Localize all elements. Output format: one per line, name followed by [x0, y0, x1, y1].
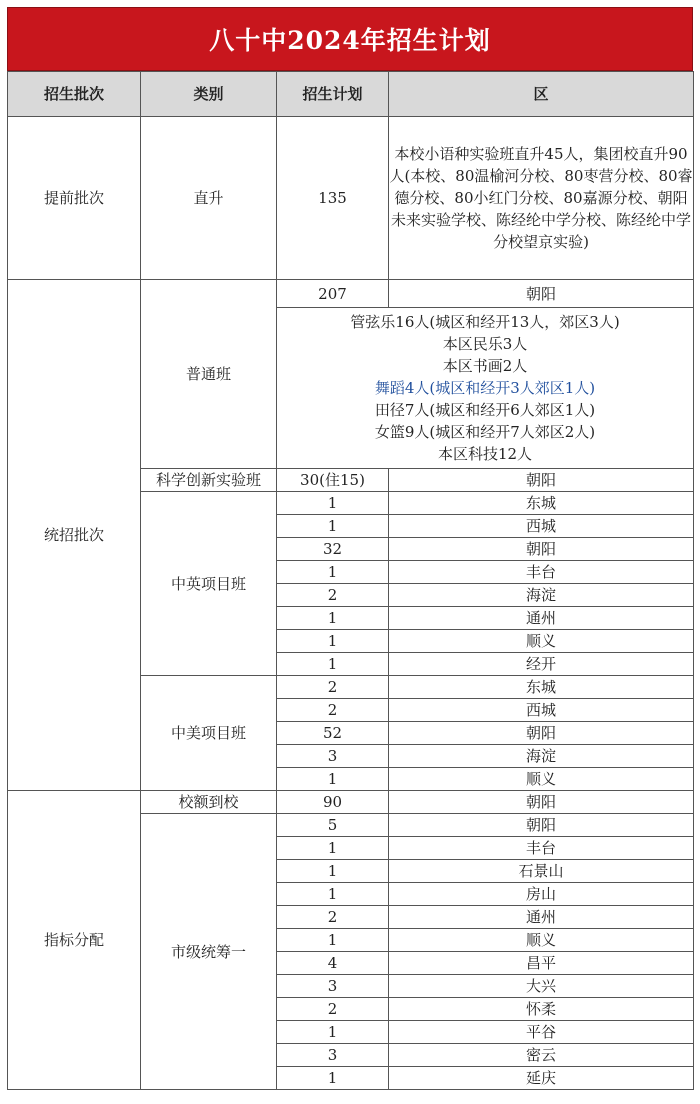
plan-cell: 3 [277, 1044, 389, 1067]
district-cell: 西城 [389, 515, 694, 538]
district-cell: 延庆 [389, 1067, 694, 1090]
district-cell: 朝阳 [389, 722, 694, 745]
note-line: 女篮9人(城区和经开7人郊区2人) [374, 423, 596, 441]
category-cell: 直升 [141, 117, 277, 280]
table-header-row [8, 72, 694, 117]
district-cell: 朝阳 [389, 791, 694, 814]
enrollment-plan-table [7, 71, 694, 1090]
plan-cell: 1 [277, 561, 389, 584]
note-line: 管弦乐16人(城区和经开13人，郊区3人) [350, 313, 620, 331]
plan-cell: 135 [277, 117, 389, 280]
enrollment-plan-sheet [7, 7, 693, 1099]
plan-cell: 1 [277, 929, 389, 952]
plan-cell: 90 [277, 791, 389, 814]
table-body [8, 117, 694, 1090]
plan-cell: 1 [277, 630, 389, 653]
district-cell: 丰台 [389, 837, 694, 860]
note-line: 本区民乐3人 [442, 335, 528, 353]
district-cell: 昌平 [389, 952, 694, 975]
specialty-notes [277, 308, 694, 469]
note-line: 本区书画2人 [442, 357, 528, 375]
plan-cell: 32 [277, 538, 389, 561]
district-cell: 海淀 [389, 584, 694, 607]
table-row [8, 280, 694, 308]
district-cell: 东城 [389, 676, 694, 699]
plan-cell: 2 [277, 699, 389, 722]
page-title: 八十中2024年招生计划 [7, 7, 693, 71]
plan-cell: 1 [277, 860, 389, 883]
category-cell: 中英项目班 [141, 492, 277, 676]
plan-cell: 1 [277, 1021, 389, 1044]
district-cell: 怀柔 [389, 998, 694, 1021]
district-cell: 东城 [389, 492, 694, 515]
district-cell-early: 本校小语种实验班直升45人，集团校直升90人(本校、80温榆河分校、80枣营分校、80睿德分校、80小红门分校、80嘉源分校、朝阳未来实验学校、陈经纶中学分校、陈经纶中学分校望京实验) [389, 117, 694, 280]
district-cell: 平谷 [389, 1021, 694, 1044]
plan-cell: 1 [277, 883, 389, 906]
plan-cell: 1 [277, 1067, 389, 1090]
header-plan: 招生计划 [277, 72, 389, 117]
district-cell: 丰台 [389, 561, 694, 584]
plan-cell: 5 [277, 814, 389, 837]
batch-cell-quota: 指标分配 [8, 791, 141, 1090]
category-cell: 市级统筹一 [141, 814, 277, 1090]
header-category: 类别 [141, 72, 277, 117]
district-cell: 朝阳 [389, 814, 694, 837]
plan-cell: 1 [277, 607, 389, 630]
note-line: 本区科技12人 [437, 445, 533, 463]
header-batch: 招生批次 [8, 72, 141, 117]
plan-cell: 1 [277, 492, 389, 515]
plan-cell: 52 [277, 722, 389, 745]
category-cell: 校额到校 [141, 791, 277, 814]
district-cell: 通州 [389, 906, 694, 929]
district-cell: 西城 [389, 699, 694, 722]
district-cell: 通州 [389, 607, 694, 630]
plan-cell: 1 [277, 837, 389, 860]
plan-cell: 2 [277, 998, 389, 1021]
plan-cell: 1 [277, 653, 389, 676]
plan-cell: 4 [277, 952, 389, 975]
category-cell: 中美项目班 [141, 676, 277, 791]
table-row [8, 791, 694, 814]
plan-cell: 2 [277, 584, 389, 607]
district-cell: 大兴 [389, 975, 694, 998]
batch-cell-early: 提前批次 [8, 117, 141, 280]
district-cell: 顺义 [389, 768, 694, 791]
note-line: 田径7人(城区和经开6人郊区1人) [374, 401, 596, 419]
district-cell: 石景山 [389, 860, 694, 883]
district-cell: 朝阳 [389, 469, 694, 492]
table-row [8, 117, 694, 280]
plan-cell: 2 [277, 906, 389, 929]
category-cell: 科学创新实验班 [141, 469, 277, 492]
district-cell: 顺义 [389, 630, 694, 653]
plan-cell: 3 [277, 745, 389, 768]
district-cell: 海淀 [389, 745, 694, 768]
plan-cell: 1 [277, 515, 389, 538]
district-cell: 朝阳 [389, 538, 694, 561]
district-cell: 朝阳 [389, 280, 694, 308]
plan-cell: 207 [277, 280, 389, 308]
category-cell: 普通班 [141, 280, 277, 469]
plan-cell: 3 [277, 975, 389, 998]
note-line: 舞蹈4人(城区和经开3人郊区1人) [374, 379, 596, 397]
header-district: 区 [389, 72, 694, 117]
plan-cell: 1 [277, 768, 389, 791]
district-cell: 经开 [389, 653, 694, 676]
batch-cell-unified: 统招批次 [8, 280, 141, 791]
district-cell: 房山 [389, 883, 694, 906]
plan-cell: 2 [277, 676, 389, 699]
plan-cell: 30(住15) [277, 469, 389, 492]
district-cell: 密云 [389, 1044, 694, 1067]
district-cell: 顺义 [389, 929, 694, 952]
